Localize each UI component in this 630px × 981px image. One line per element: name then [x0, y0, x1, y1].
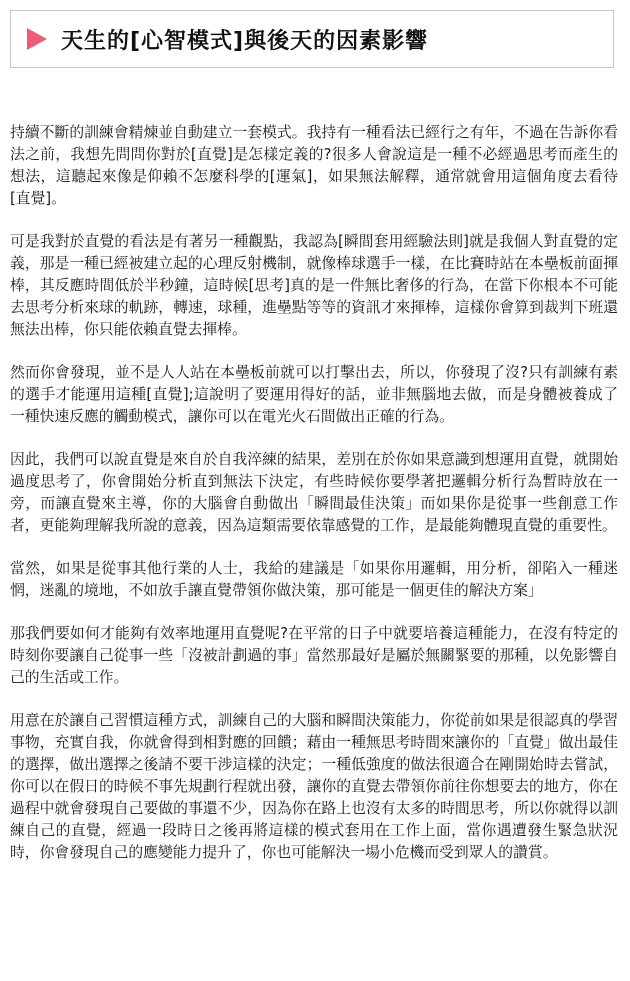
triangle-right-icon [27, 28, 47, 50]
paragraph-5: 當然，如果是從事其他行業的人士，我給的建議是「如果你用邏輯，用分析，卻陷入一種迷惘，迷亂的境地，不如放手讓直覺帶領你做決策，那可能是一個更佳的解決方案」 [10, 560, 618, 599]
title-banner [10, 10, 614, 68]
paragraph-2: 可是我對於直覺的看法是有著另一種觀點，我認為[瞬間套用經驗法則]就是我個人對直覺的定義，那是一種已經被建立起的心理反射機制，就像棒球選手一樣，在比賽時站在本壘板前面揮棒，其反應時間低於半秒鐘，這時候[思考]真的是一件無比奢侈的行為，在當下你根本不可能去思考分析來球的軌跡，轉速，球種，進壘點等等的資訊才來揮棒，這樣你會算到裁判下班還無法出棒，你只能依賴直覺去揮棒。 [10, 233, 618, 338]
page-title: 天生的[心智模式]與後天的因素影響 [61, 28, 429, 54]
paragraph-4: 因此，我們可以說直覺是來自於自我淬練的結果，差別在於你如果意識到想運用直覺，就開始過度思考了，你會開始分析直到無法下決定，有些時候你要學著把邏輯分析行為暫時放在一旁，而讓直覺來主導，你的大腦會自動做出「瞬間最佳決策」而如果你是從事一些創意工作者，更能夠理解我所說的意義，因為這類需要依靠感覺的工作，是最能夠體現直覺的重要性。 [10, 451, 618, 534]
article-body [10, 122, 618, 885]
paragraph-7: 用意在於讓自己習慣這種方式，訓練自己的大腦和瞬間決策能力，你從前如果是很認真的學習事物，充實自我，你就會得到相對應的回饋；藉由一種無思考時間來讓你的「直覺」做出最佳的選擇，做出選擇之後請不要干涉這樣的決定；一種低強度的做法很適合在剛開始時去嘗試，你可以在假日的時候不事先規劃行程就出發，讓你的直覺去帶領你前往你想要去的地方，你在過程中就會發現自己要做的事還不少，因為你在路上也沒有太多的時間思考，所以你就得以訓練自己的直覺，經過一段時日之後再將這樣的模式套用在工作上面，當你遇遭發生緊急狀況時，你會發現自己的應變能力提升了，你也可能解決一場小危機而受到眾人的讚賞。 [10, 712, 618, 861]
paragraph-1: 持續不斷的訓練會精煉並自動建立一套模式。我持有一種看法已經行之有年，不過在告訴你看法之前，我想先問問你對於[直覺]是怎樣定義的?很多人會說這是一種不必經過思考而產生的想法，這聽起來像是仰賴不怎麼科學的[運氣]，如果無法解釋，通常就會用這個角度去看待[直覺]。 [10, 124, 618, 207]
paragraph-6: 那我們要如何才能夠有效率地運用直覺呢?在平常的日子中就要培養這種能力，在沒有特定的時刻你要讓自己從事一些「沒被計劃過的事」當然那最好是屬於無關緊要的那種，以免影響自己的生活或工作。 [10, 625, 618, 686]
paragraph-3: 然而你會發現，並不是人人站在本壘板前就可以打擊出去，所以，你發現了沒?只有訓練有素的選手才能運用這種[直覺];這說明了要運用得好的話，並非無腦地去做，而是身體被養成了一種快速反應的觸動模式，讓你可以在電光火石間做出正確的行為。 [10, 364, 618, 425]
